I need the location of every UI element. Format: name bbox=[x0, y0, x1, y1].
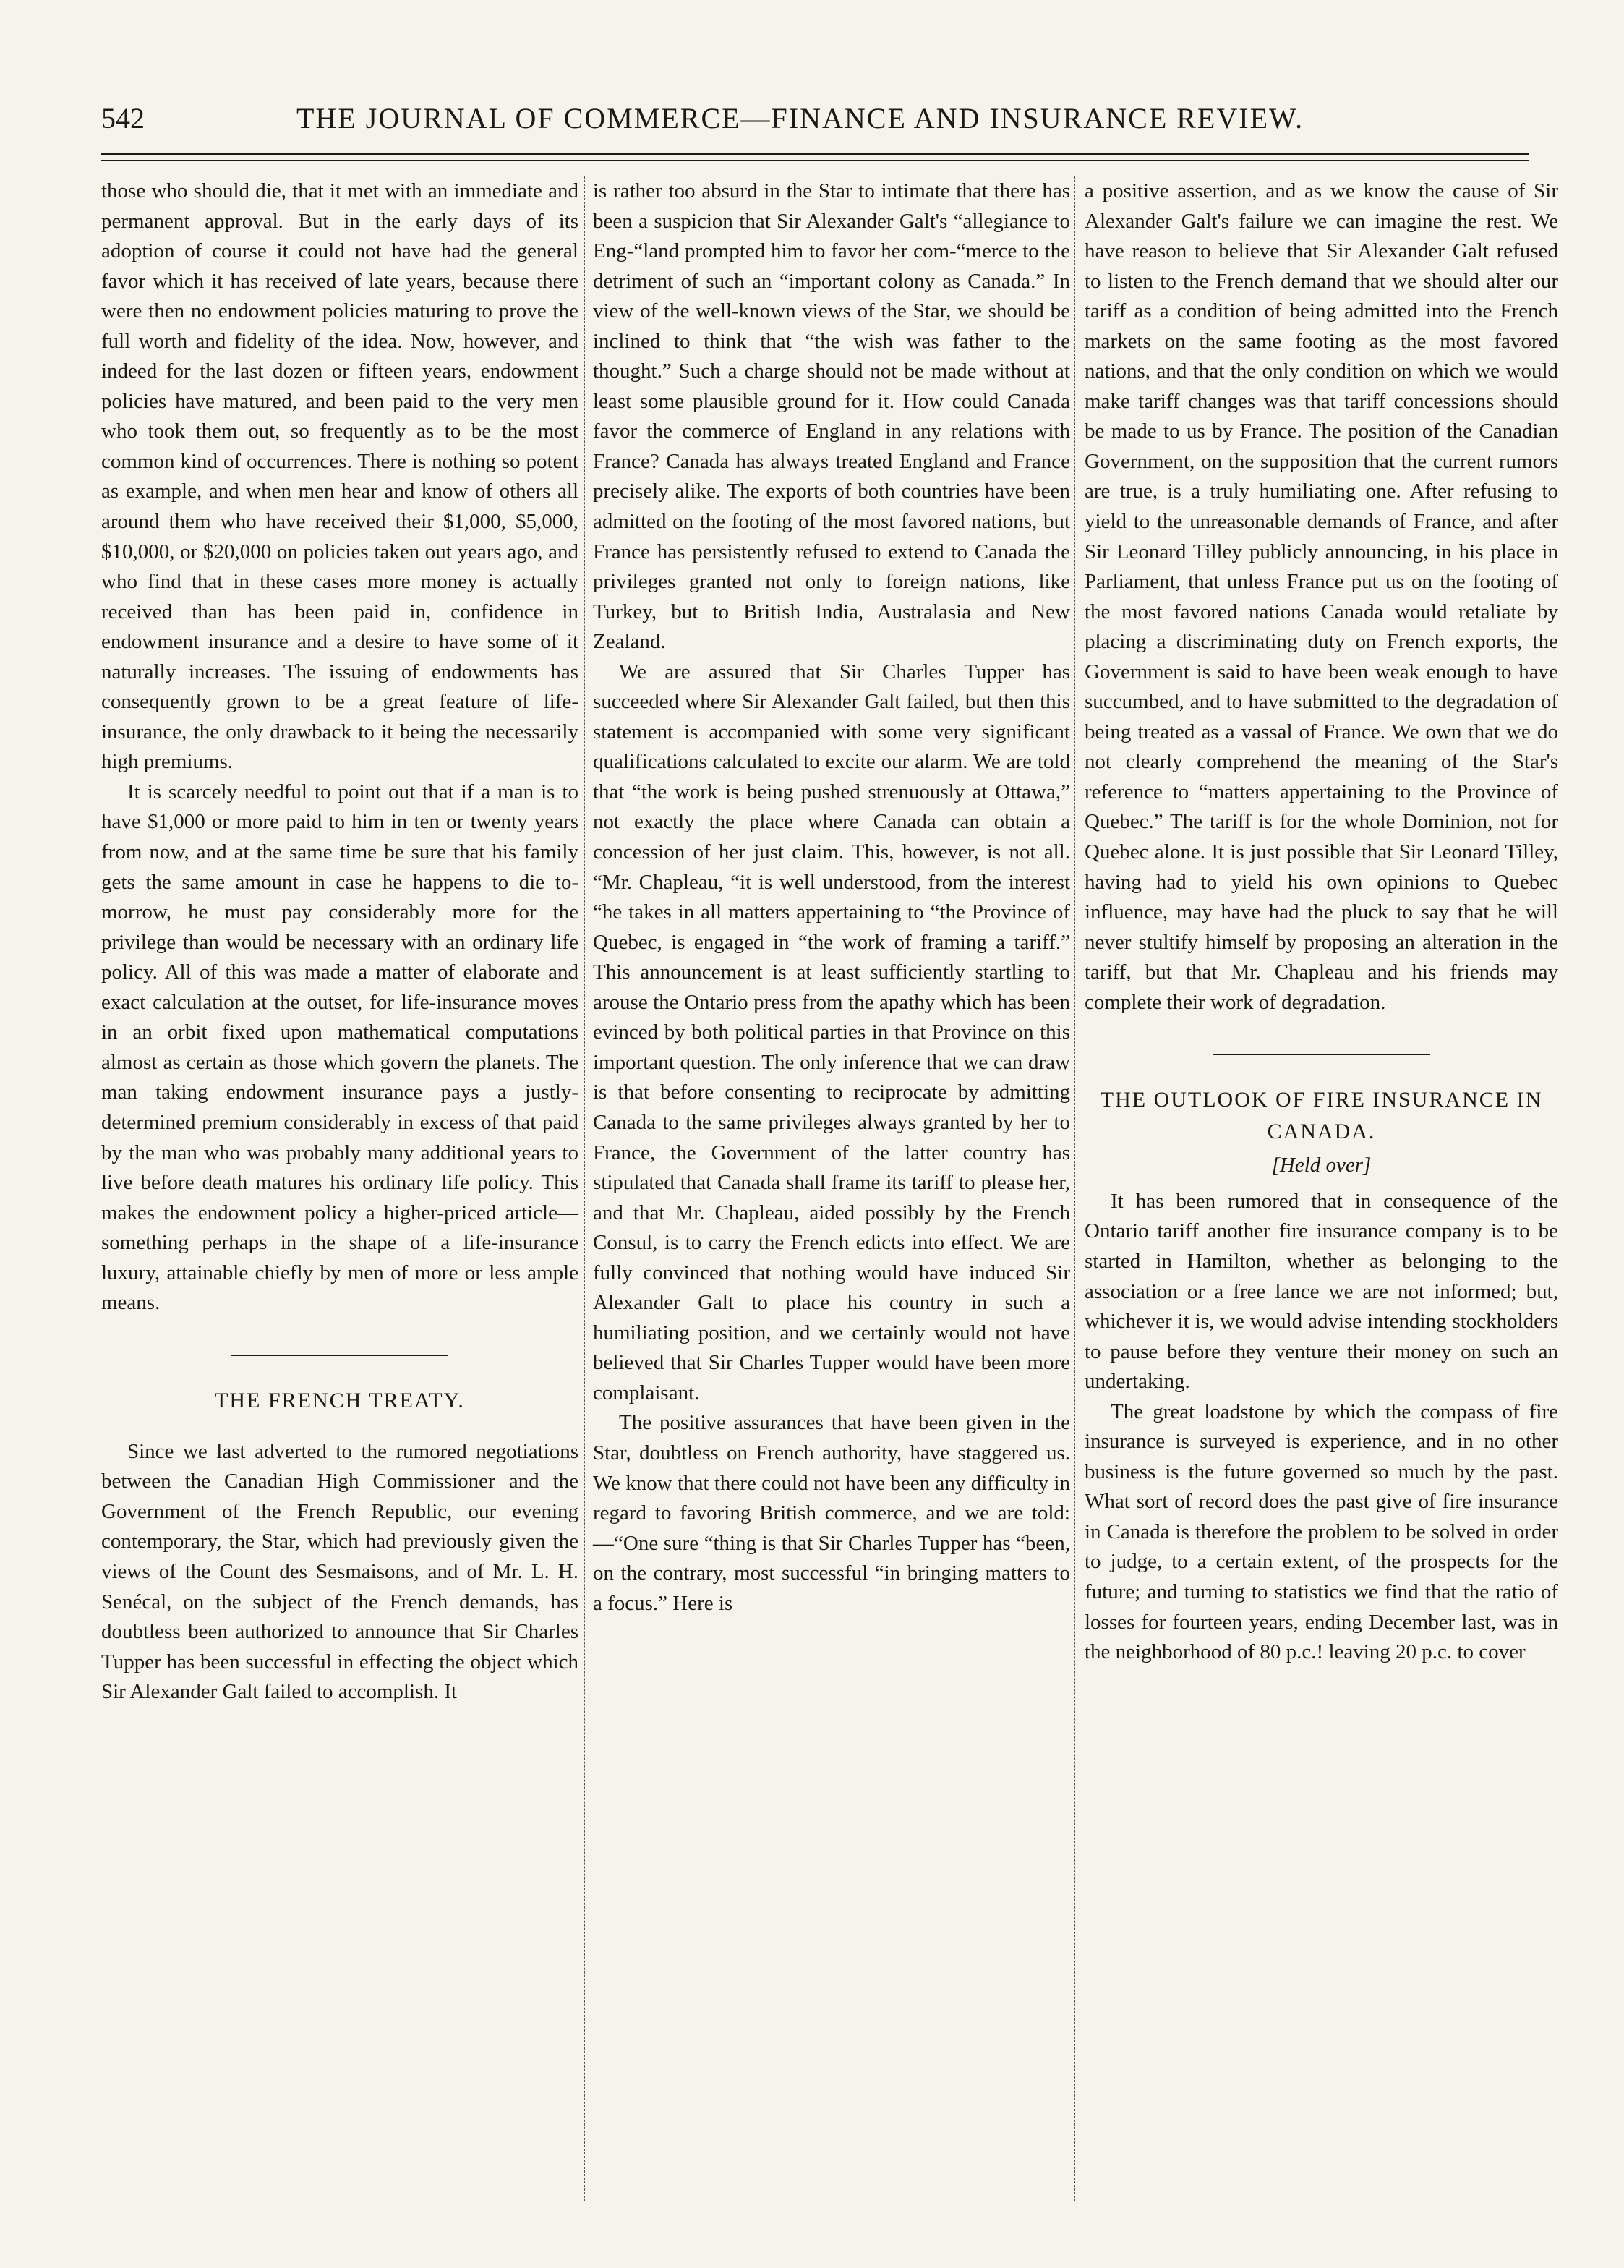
column-divider bbox=[584, 176, 585, 2201]
header-rule-thick bbox=[101, 153, 1529, 155]
journal-title: THE JOURNAL OF COMMERCE—FINANCE AND INSURANCE REVIEW. bbox=[296, 102, 1304, 135]
paragraph: We are assured that Sir Charles Tupper has succeeded where Sir Alexander Galt failed, but then this statement is accompanied with some very significant qualifications calculated to excite our alarm. We are told that “the work is being pushed strenuously at Ottawa,” not exactly the place where Canada can obtain a concession of her just claim. This, however, is not all. “Mr. Chapleau, “it is well understood, from the interest “he takes in all matters appertaining to “the Province of Quebec, is engaged in “the work of framing a tariff.” This announcement is at least sufficiently startling to arouse the Ontario press from the apathy which has been evinced by both political parties in that Province on this important question. The only inference that we can draw is that before consenting to reciprocate by admitting Canada to the same privileges always granted by her to France, the Government of the latter country has stipulated that Canada shall frame its tariff to please her, and that Mr. Chapleau, aided possibly by the French Consul, is to carry the French edicts into effect. We are fully convinced that nothing would have induced Sir Alexander Galt to place his country in such a humiliating position, and we certainly would not have believed that Sir Charles Tupper would have been more complaisant. bbox=[593, 660, 1070, 1404]
paragraph: those who should die, that it met with an immediate and permanent approval. But in the early days of its adoption of course it could not have had the general favor which it has received of late years, because there were then no endowment policies maturing to prove the full worth and fidelity of the idea. Now, however, and indeed for the last dozen or fifteen years, endowment policies have matured, and been paid to the very men who took them out, so frequently as to be the most common kind of occurrences. There is nothing so potent as example, and when men hear and know of others all around them who have received their $1,000, $5,000, $10,000, or $20,000 on policies taken out years ago, and who find that in these cases more money is actually received than has been paid in, confidence in endowment insurance and a desire to have some of it naturally increases. The issuing of endowments has consequently grown to be a great feature of life-insurance, the only drawback to it being the necessarily high premiums. bbox=[101, 179, 578, 774]
page-header bbox=[101, 101, 1529, 145]
paragraph: It has been rumored that in consequence of the Ontario tariff another fire insurance company is to be started in Hamilton, whether as belonging to the association or a free lance we are not informed; but, whichever it is, we would advise intending stockholders to pause before they venture their money on such an undertaking. bbox=[1085, 1189, 1558, 1394]
paragraph: is rather too absurd in the Star to intimate that there has been a suspicion that Sir Alexander Galt's “allegiance to Eng-“land prompted him to favor her com-“merce to the detriment of such an “important colony as Canada.” In view of the well-known views of the Star, we should be inclined to think that “the wish was father to the thought.” Such a charge should not be made without at least some plausible ground for it. How could Canada favor the commerce of England in any relations with France? Canada has always treated England and France precisely alike. The exports of both countries have been admitted on the footing of the most favored nations, but France has persistently refused to extend to Canada the privileges granted not only to foreign nations, like Turkey, but to British India, Australasia and New Zealand. bbox=[593, 179, 1070, 654]
page-number: 542 bbox=[101, 102, 145, 135]
paragraph: The positive assurances that have been given in the Star, doubtless on French authority, have staggered us. We know that there could not have been any difficulty in regard to favoring British commerce, and we are told:—“One sure “thing is that Sir Charles Tupper has “been, on the contrary, most successful “in bringing matters to a focus.” Here is bbox=[593, 1411, 1070, 1615]
article-column-1 bbox=[101, 176, 578, 1708]
section-title-french-treaty: THE FRENCH TREATY. bbox=[215, 1388, 465, 1412]
paragraph: Since we last adverted to the rumored negotiations between the Canadian High Commissioner and the Government of the French Republic, our evening contemporary, the Star, which had previously given the views of the Count des Sesmaisons, and of Mr. L. H. Senécal, on the subject of the French demands, has doubtless been authorized to announce that Sir Charles Tupper has been successful in effecting the object which Sir Alexander Galt failed to accomplish. It bbox=[101, 1439, 578, 1704]
paragraph: It is scarcely needful to point out that if a man is to have $1,000 or more paid to him in ten or twenty years from now, and at the same time be sure that his family gets the same amount in case he happens to die to-morrow, he must pay considerably more for the privilege than would be necessary with an ordinary life policy. All of this was made a matter of elaborate and exact calculation at the outset, for life-insurance moves in an orbit fixed upon mathematical computations almost as certain as those which govern the planets. The man taking endowment insurance pays a justly-determined premium considerably in excess of that paid by the man who was probably many additional years to live before death matures his ordinary life policy. This makes the endowment policy a higher-priced article—something perhaps in the shape of a life-insurance luxury, attainable chiefly by men of more or less ample means. bbox=[101, 780, 578, 1315]
section-title-fire-insurance: THE OUTLOOK OF FIRE INSURANCE IN CANADA. bbox=[1100, 1088, 1543, 1144]
section-divider bbox=[1213, 1054, 1430, 1055]
section-divider bbox=[231, 1355, 448, 1356]
paragraph: The great loadstone by which the compass of fire insurance is surveyed is experience, and in no other business is the future governed so much by the past. What sort of record does the past give of fire insurance in Canada is therefore the problem to be solved in order to judge, to a certain extent, of the prospects for the future; and turning to statistics we find that the ratio of losses for fourteen years, ending December last, was in the neighborhood of 80 p.c.! leaving 20 p.c. to cover bbox=[1085, 1399, 1558, 1664]
held-over-note: [Held over] bbox=[1271, 1154, 1372, 1177]
article-column-3 bbox=[1085, 176, 1558, 1668]
paragraph: a positive assertion, and as we know the cause of Sir Alexander Galt's failure we can imagine the rest. We have reason to believe that Sir Alexander Galt refused to listen to the French demand that we should alter our tariff as a condition of being admitted into the French markets on the same footing as the most favored nations, and that the only condition on which we would make tariff changes was that tariff concessions should be made to us by France. The position of the Canadian Government, on the supposition that the current rumors are true, is a truly humiliating one. After refusing to yield to the unreasonable demands of France, and after Sir Leonard Tilley publicly announcing, in his place in Parliament, that unless France put us on the footing of the most favored nations Canada would retaliate by placing a discriminating duty on French exports, the Government is said to have been weak enough to have succumbed, and to have submitted to the degradation of being treated as a vassal of France. We own that we do not clearly comprehend the meaning of the Star's reference to “matters appertaining to the Province of Quebec.” The tariff is for the whole Dominion, not for Quebec alone. It is just possible that Sir Leonard Tilley, having had to yield his own opinions to Quebec influence, may have had the pluck to say that he will never stultify himself by proposing an alteration in the tariff, but that Mr. Chapleau and his friends may complete their work of degradation. bbox=[1085, 179, 1558, 1014]
column-divider bbox=[1074, 176, 1075, 2201]
article-column-2 bbox=[593, 176, 1070, 1619]
header-rule-thin bbox=[101, 160, 1529, 161]
